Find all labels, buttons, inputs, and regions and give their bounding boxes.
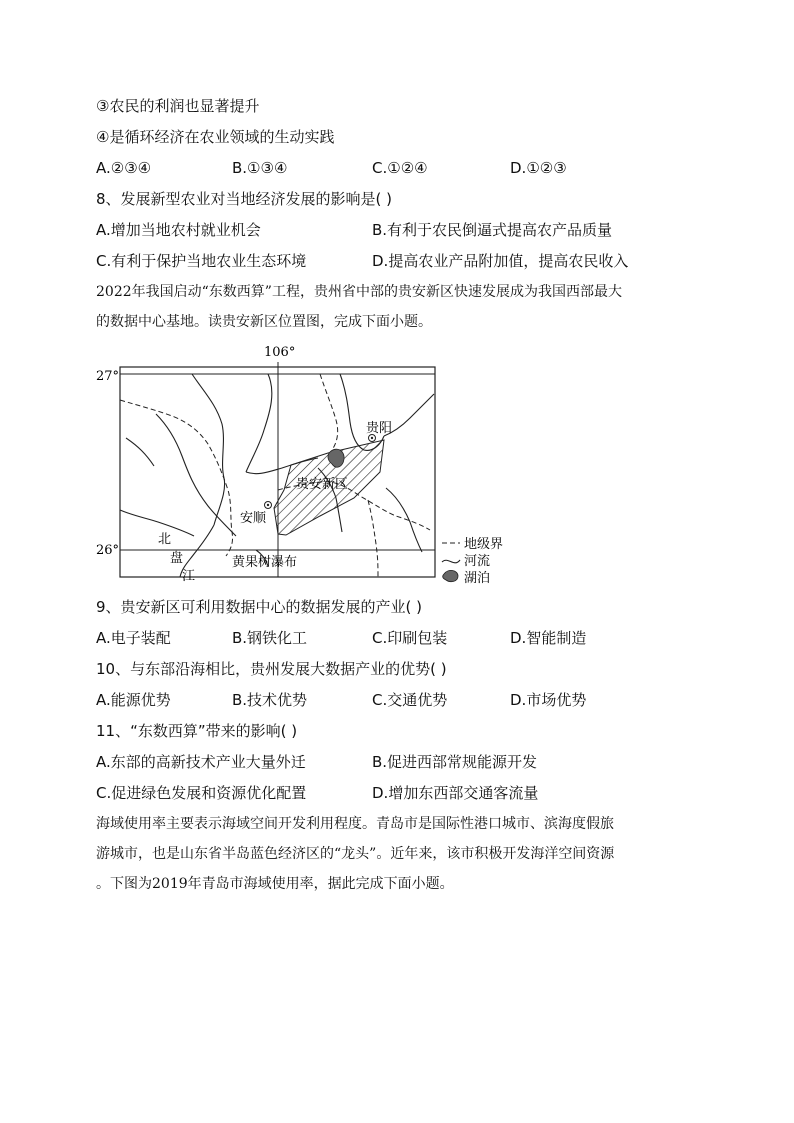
intro-guian-line1: 2022年我国启动“东数西算”工程，贵州省中部的贵安新区快速发展成为我国西部最大 — [96, 284, 622, 300]
q8-option-b: B.有利于农民倒逼式提高农产品质量 — [372, 221, 613, 239]
guian-label: 贵安新区 — [296, 477, 349, 492]
map-legend — [442, 536, 503, 585]
river-pan-label: 盘 — [170, 551, 184, 566]
q11-stem: 11、“东数西算”带来的影响( ) — [96, 722, 298, 740]
q8-option-d: D.提高农业产品附加值，提高农民收入 — [372, 252, 629, 270]
q11-option-d: D.增加东西部交通客流量 — [372, 784, 539, 802]
q10-option-c: C.交通优势 — [372, 691, 448, 709]
q10-option-a: A.能源优势 — [96, 691, 171, 709]
q11-option-b: B.促进西部常规能源开发 — [372, 753, 538, 771]
anshun-label: 安顺 — [240, 511, 267, 526]
guiyang-label: 贵阳 — [366, 421, 393, 436]
intro-qingdao-line3: 。下图为2019年青岛市海域使用率，据此完成下面小题。 — [96, 876, 454, 892]
q8-option-a: A.增加当地农村就业机会 — [96, 221, 261, 239]
statement-4: ④是循环经济在农业领域的生动实践 — [96, 128, 335, 146]
legend-river-symbol — [442, 560, 460, 563]
waterfall-label: 黄果树瀑布 — [232, 555, 298, 570]
legend-boundary-label: 地级界 — [464, 537, 504, 552]
q10-option-d: D.市场优势 — [510, 691, 587, 709]
guian-location-map — [96, 340, 516, 585]
q9-option-a: A.电子装配 — [96, 629, 171, 647]
legend-river-label: 河流 — [464, 554, 491, 569]
q7-option-a: A.②③④ — [96, 159, 152, 177]
lon-label: 106° — [264, 345, 296, 360]
q7-option-c: C.①②④ — [372, 159, 428, 177]
q7-option-d: D.①②③ — [510, 159, 567, 177]
intro-guian-line2: 的数据中心基地。读贵安新区位置图，完成下面小题。 — [96, 314, 432, 330]
legend-lake-label: 湖泊 — [464, 571, 491, 585]
intro-qingdao-line2: 游城市，也是山东省半岛蓝色经济区的“龙头”。近年来，该市积极开发海洋空间资源 — [96, 846, 615, 862]
statement-3: ③农民的利润也显著提升 — [96, 97, 260, 115]
river-jiang-label: 江 — [182, 569, 196, 584]
q9-option-c: C.印刷包装 — [372, 629, 448, 647]
q8-stem: 8、发展新型农业对当地经济发展的影响是( ) — [96, 190, 393, 208]
q7-option-b: B.①③④ — [232, 159, 288, 177]
q10-option-b: B.技术优势 — [232, 691, 308, 709]
q8-option-c: C.有利于保护当地农业生态环境 — [96, 252, 307, 270]
q10-stem: 10、与东部沿海相比，贵州发展大数据产业的优势( ) — [96, 660, 447, 678]
intro-qingdao-line1: 海域使用率主要表示海域空间开发利用程度。青岛市是国际性港口城市、滨海度假旅 — [96, 816, 614, 832]
lat-bottom-label: 26° — [96, 543, 120, 558]
q9-option-d: D.智能制造 — [510, 629, 587, 647]
q11-option-a: A.东部的高新技术产业大量外迁 — [96, 753, 306, 771]
river-bei-label: 北 — [158, 532, 172, 547]
lat-top-label: 27° — [96, 369, 120, 384]
q11-option-c: C.促进绿色发展和资源优化配置 — [96, 784, 307, 802]
q9-stem: 9、贵安新区可利用数据中心的数据发展的产业( ) — [96, 598, 423, 616]
q9-option-b: B.钢铁化工 — [232, 629, 308, 647]
legend-lake-symbol — [443, 570, 458, 581]
